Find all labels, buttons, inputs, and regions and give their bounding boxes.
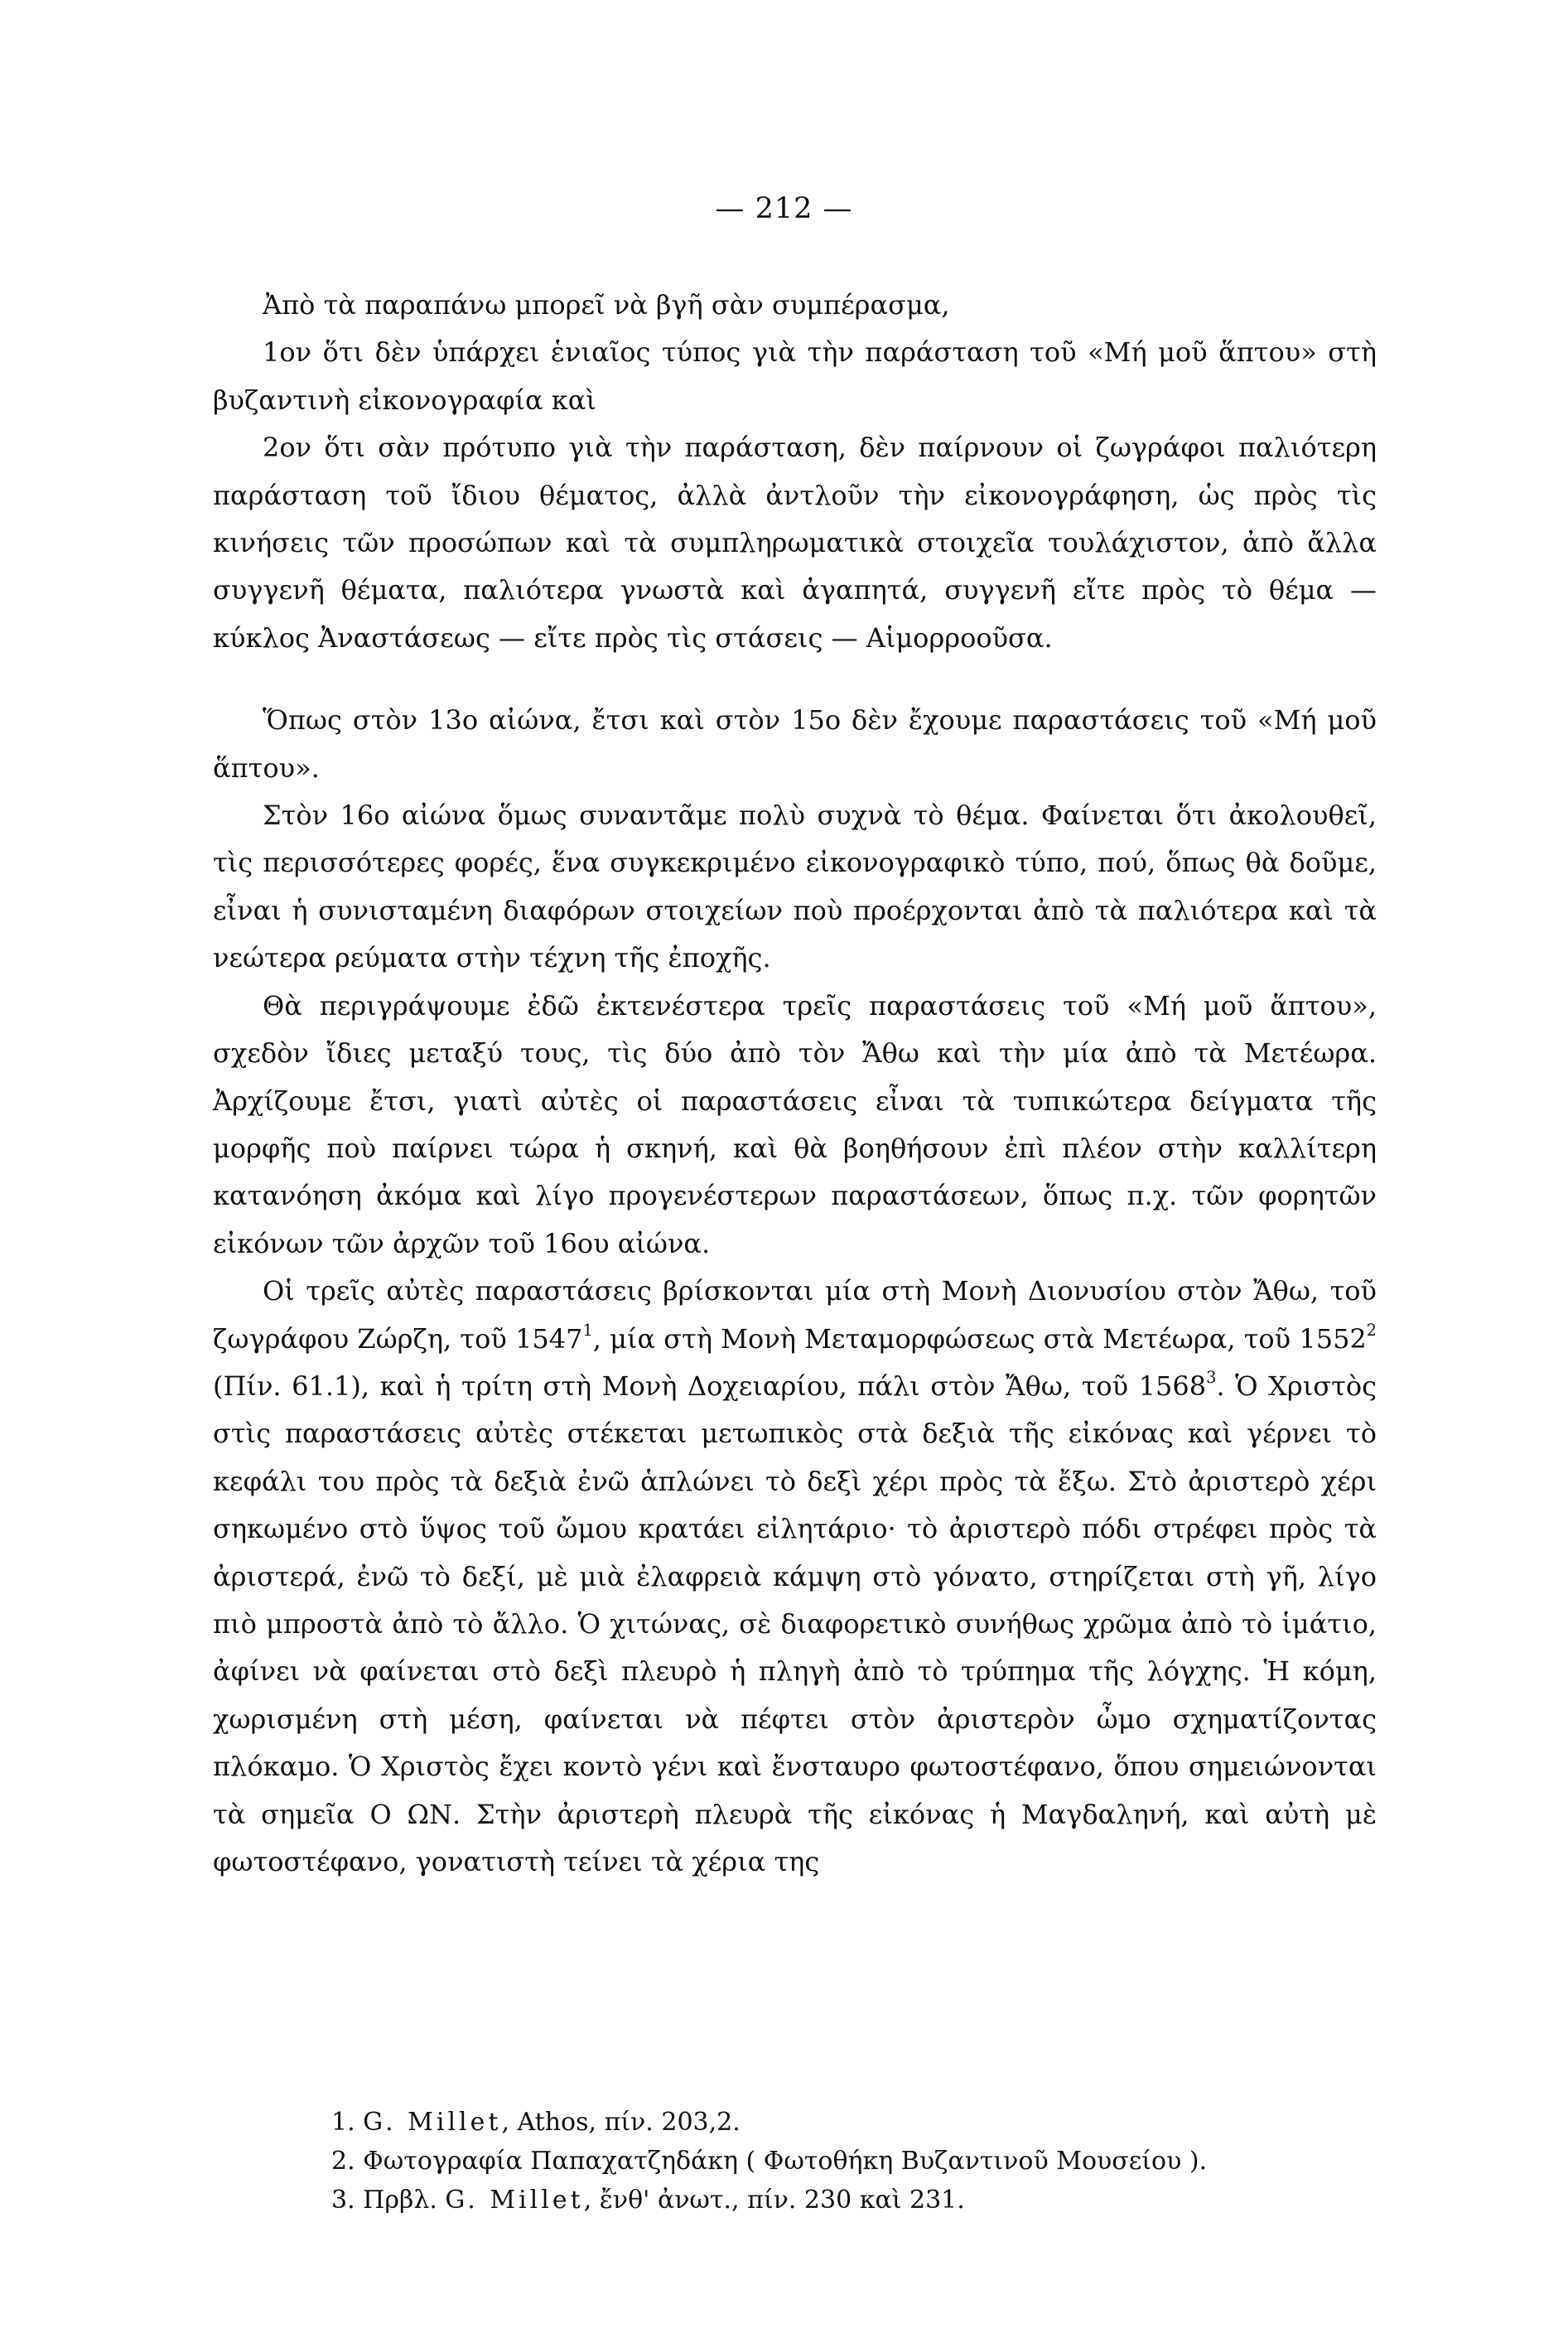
footnote-ref-2[interactable]: 2 [1366, 1321, 1377, 1340]
description-text-3: (Πίν. 61.1), καὶ ἡ τρίτη στὴ Μονὴ Δοχειαρίου, πάλι στὸν Ἄθω, τοῦ 1568 [213, 1370, 1207, 1402]
footnotes [331, 2103, 1377, 2220]
paragraph-16th-century: Στὸν 16ο αἰώνα ὅμως συναντᾶμε πολὺ συχνὰ τὸ θέμα. Φαίνεται ὅτι ἀκολουθεῖ, τὶς περισσότερες φορές, ἕνα συγκεκριμένο εἰκονογραφικὸ τύπο, πού, ὅπως θὰ δοῦμε, εἶναι ἡ συνισταμένη διαφόρων στοιχείων ποὺ προέρχονται ἀπὸ τὰ παλιότερα καὶ τὰ νεώτερα ρεύματα στὴν τέχνη τῆς ἐποχῆς. [213, 800, 1377, 974]
description-text-1: Οἱ τρεῖς αὐτὲς παραστάσεις βρίσκονται μία στὴ Μονὴ Διονυσίου στὸν Ἄθω, τοῦ ζωγράφου Ζώρζη, τοῦ 1547 [213, 1275, 1377, 1355]
footnote-text: , Athos, πίν. 203,2. [501, 2108, 741, 2137]
footnote-text: Φωτογραφία Παπαχατζηδάκη ( Φωτοθήκη Βυζαντινοῦ Μουσείου ). [363, 2147, 1208, 2176]
footnote-ref-3[interactable]: 3 [1206, 1368, 1217, 1388]
footnote-2 [331, 2142, 1377, 2181]
footnote-number: 2. [331, 2147, 355, 2176]
footnote-author: G. Millet [445, 2186, 584, 2215]
footnote-1 [331, 2103, 1377, 2142]
footnote-prefix: Πρβλ. [363, 2186, 446, 2215]
page-number: — 212 — [715, 192, 853, 225]
paragraph-three-representations: Θὰ περιγράψουμε ἐδῶ ἐκτενέστερα τρεῖς παραστάσεις τοῦ «Μή μοῦ ἅπτου», σχεδὸν ἴδιες μεταξύ τους, τὶς δύο ἀπὸ τὸν Ἄθω καὶ τὴν μία ἀπὸ τὰ Μετέωρα. Ἀρχίζουμε ἔτσι, γιατὶ αὐτὲς οἱ παραστάσεις εἶναι τὰ τυπικώτερα δείγματα τῆς μορφῆς ποὺ παίρνει τώρα ἡ σκηνή, καὶ θὰ βοηθήσουν ἐπὶ πλέον στὴν καλλίτερη κατανόηση ἀκόμα καὶ λίγο προγενέστερων παραστάσεων, ὅπως π.χ. τῶν φορητῶν εἰκόνων τῶν ἀρχῶν τοῦ 16ου αἰώνα. [213, 989, 1377, 1259]
paragraph-13th-15th-century: Ὅπως στὸν 13ο αἰώνα, ἔτσι καὶ στὸν 15ο δὲν ἔχουμε παραστάσεις τοῦ «Μή μοῦ ἅπτου». [213, 704, 1377, 784]
description-text-4: . Ὁ Χριστὸς στὶς παραστάσεις αὐτὲς στέκεται μετωπικὸς στὰ δεξιὰ τῆς εἰκόνας καὶ γέρνει τὸ κεφάλι του πρὸς τὰ δεξιὰ ἐνῶ ἁπλώνει τὸ δεξὶ χέρι πρὸς τὰ ἔξω. Στὸ ἀριστερὸ χέρι σηκωμένο στὸ ὕψος τοῦ ὤμου κρατάει εἰλητάριο· τὸ ἀριστερὸ πόδι στρέφει πρὸς τὰ ἀριστερά, ἐνῶ τὸ δεξί, μὲ μιὰ ἐλαφρειὰ κάμψη στὸ γόνατο, στηρίζεται στὴ γῆ, λίγο πιὸ μπροστὰ ἀπὸ τὸ ἄλλο. Ὁ χιτώνας, σὲ διαφορετικὸ συνήθως χρῶμα ἀπὸ τὸ ἱμάτιο, ἀφίνει νὰ φαίνεται στὸ δεξὶ πλευρὸ ἡ πληγὴ ἀπὸ τὸ τρύπημα τῆς λόγχης. Ἡ κόμη, χωρισμένη στὴ μέση, φαίνεται νὰ πέφτει στὸν ἀριστερὸν ὦμο σχηματίζοντας πλόκαμο. Ὁ Χριστὸς ἔχει κοντὸ γένι καὶ ἔνσταυρο φωτοστέφανο, ὅπου σημειώνονται τὰ σημεῖα Ο ΩΝ. Στὴν ἀριστερὴ πλευρὰ τῆς εἰκόνας ἡ Μαγδαληνή, καὶ αὐτὴ μὲ φωτοστέφανο, γονατιστὴ τείνει τὰ χέρια της [213, 1370, 1377, 1877]
paragraph-conclusion-intro: Ἀπὸ τὰ παραπάνω μπορεῖ νὰ βγῆ σὰν συμπέρασμα, [263, 289, 950, 321]
footnote-author: G. Millet [363, 2108, 502, 2137]
footnote-text: , ἔνθ' ἀνωτ., πίν. 230 καὶ 231. [583, 2186, 965, 2215]
paragraph-description [213, 1268, 1377, 1886]
body-text [213, 282, 1377, 1886]
footnote-number: 1. [331, 2108, 355, 2137]
paragraph-conclusion-point-2: 2ον ὅτι σὰν πρότυπο γιὰ τὴν παράσταση, δὲν παίρνουν οἱ ζωγράφοι παλιότερη παράσταση τοῦ ἴδιου θέματος, ἀλλὰ ἀντλοῦν τὴν εἰκονογράφηση, ὡς πρὸς τὶς κινήσεις τῶν προσώπων καὶ τὰ συμπληρωματικὰ στοιχεῖα τουλάχιστον, ἀπὸ ἄλλα συγγενῆ θέματα, παλιότερα γνωστὰ καὶ ἀγαπητά, συγγενῆ εἴτε πρὸς τὸ θέμα — κύκλος Ἀναστάσεως — εἴτε πρὸς τὶς στάσεις — Αἱμορροοῦσα. [213, 432, 1377, 654]
footnote-number: 3. [331, 2186, 355, 2215]
footnote-ref-1[interactable]: 1 [582, 1321, 593, 1340]
footnote-3 [331, 2181, 1377, 2220]
description-text-2: , μία στὴ Μονὴ Μεταμορφώσεως στὰ Μετέωρα, τοῦ 1552 [592, 1322, 1367, 1355]
paragraph-conclusion-point-1: 1ον ὅτι δὲν ὑπάρχει ἑνιαῖος τύπος γιὰ τὴν παράσταση τοῦ «Μή μοῦ ἅπτου» στὴ βυζαντινὴ εἰκονογραφία καὶ [213, 336, 1377, 416]
